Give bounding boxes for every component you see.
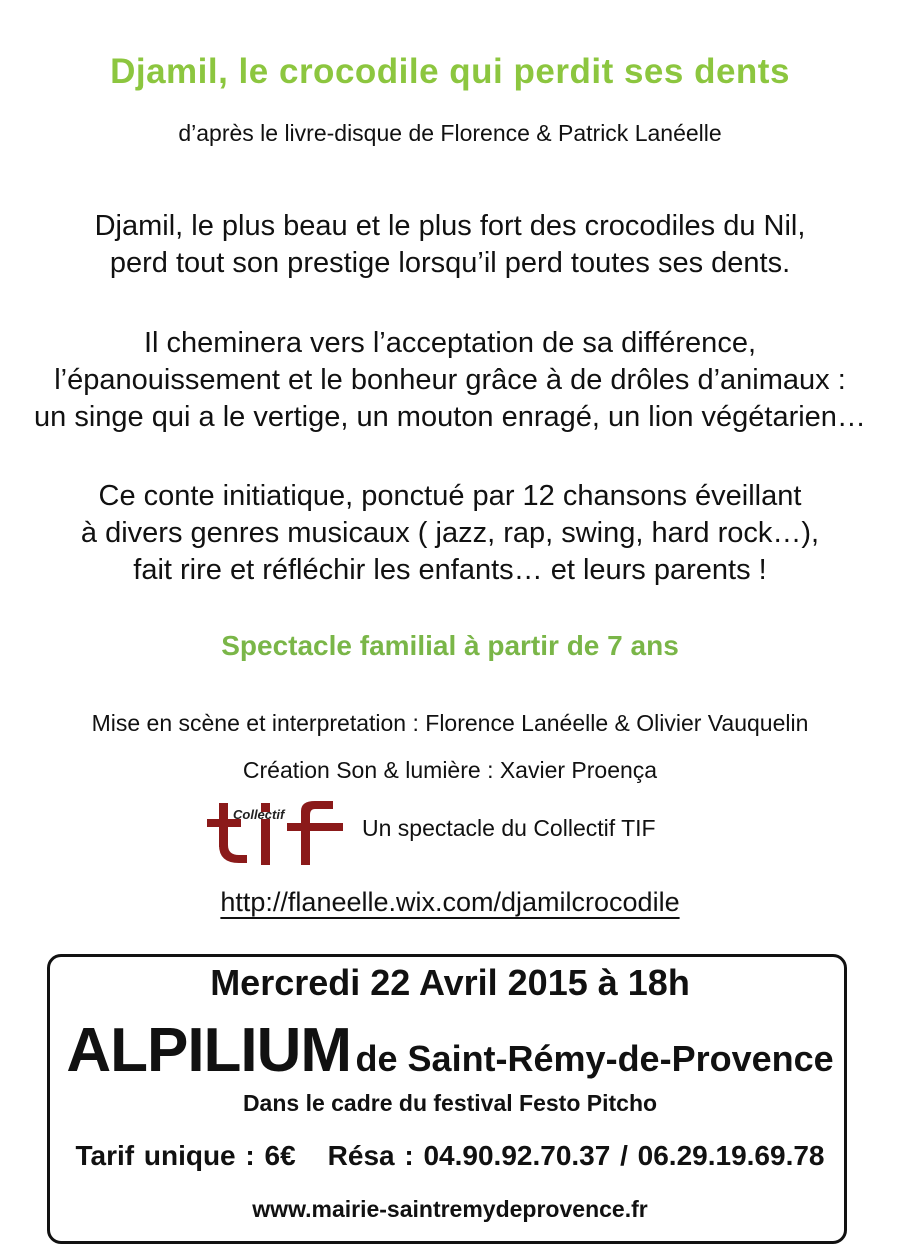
event-date: Mercredi 22 Avril 2015 à 18h (210, 962, 690, 1003)
synopsis-line: l’épanouissement et le bonheur grâce à de drôles d’animaux : (54, 364, 846, 396)
audience-tagline: Spectacle familial à partir de 7 ans (221, 630, 679, 661)
synopsis-line: un singe qui a le vertige, un mouton enragé, un lion végétarien… (34, 401, 866, 433)
website-link[interactable] (0, 887, 900, 918)
synopsis-line: Il cheminera vers l’acceptation de sa différence, (143, 327, 757, 359)
booking-phones: Résa : 04.90.92.70.37 / 06.29.19.69.78 (327, 1140, 825, 1171)
show-title: Djamil, le crocodile qui perdit ses dents (110, 52, 790, 91)
synopsis-line: fait rire et réfléchir les enfants… et leurs parents ! (133, 554, 767, 586)
venue-name: ALPILIUM (66, 1016, 352, 1085)
venue-website[interactable]: www.mairie-saintremydeprovence.fr (252, 1196, 648, 1222)
event-venue (0, 1015, 900, 1086)
festival-line: Dans le cadre du festival Festo Pitcho (242, 1090, 658, 1116)
synopsis-paragraph-1 (0, 208, 900, 282)
sound-credit: Création Son & lumière : Xavier Proença (242, 757, 658, 783)
synopsis-paragraph-3 (0, 478, 900, 589)
book-credit: d’après le livre-disque de Florence & Patrick Lanéelle (178, 120, 722, 146)
collectif-tif-logo (205, 797, 355, 869)
website-link-text[interactable]: http://flaneelle.wix.com/djamilcrocodile (220, 887, 680, 917)
price: Tarif unique : 6€ (75, 1140, 296, 1171)
synopsis-line: à divers genres musicaux ( jazz, rap, swing, hard rock…), (80, 517, 820, 549)
synopsis-line: Ce conte initiatique, ponctué par 12 chansons éveillant (98, 480, 802, 512)
collectif-logo-text: Collectif (233, 807, 285, 822)
synopsis-line: Djamil, le plus beau et le plus fort des crocodiles du Nil, (94, 210, 806, 242)
synopsis-line: perd tout son prestige lorsqu’il perd toutes ses dents. (109, 247, 791, 279)
synopsis-paragraph-2 (0, 325, 900, 436)
pricing-line (0, 1140, 900, 1172)
venue-place: de Saint-Rémy-de-Provence (355, 1038, 834, 1079)
collective-credit: Un spectacle du Collectif TIF (362, 815, 656, 841)
direction-credit: Mise en scène et interpretation : Florence Lanéelle & Olivier Vauquelin (91, 710, 809, 736)
